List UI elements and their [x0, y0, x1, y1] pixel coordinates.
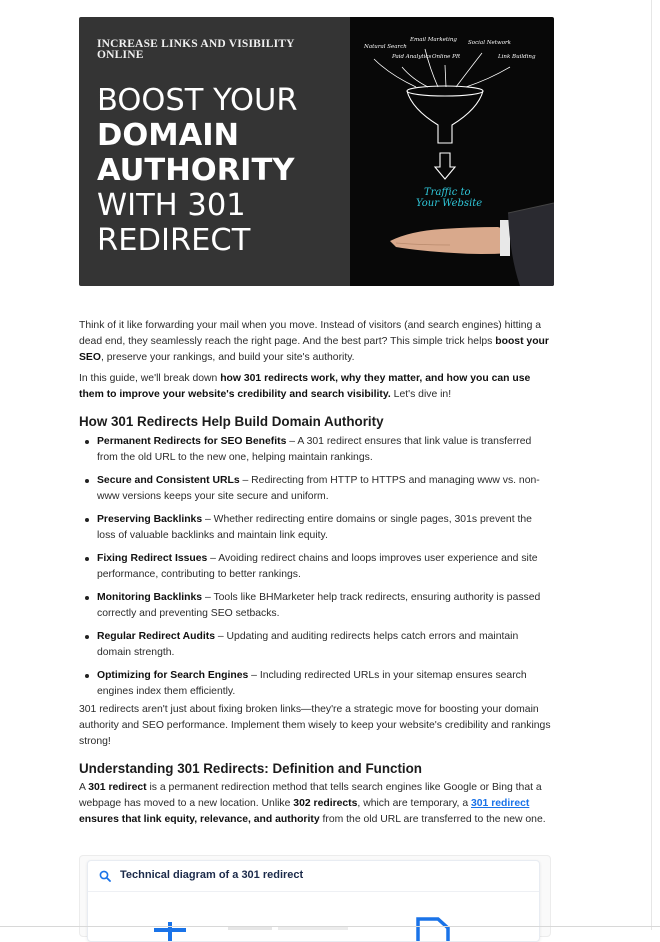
- funnel-illustration: [350, 17, 554, 286]
- text: In this guide, we'll break down: [79, 373, 221, 384]
- diagram-card-title: Technical diagram of a 301 redirect: [120, 869, 304, 881]
- hero-title-line: REDIRECT: [97, 223, 251, 258]
- funnel-shape: [407, 86, 483, 179]
- funnel-label: Email Marketing: [410, 37, 457, 43]
- document-icon: [418, 919, 448, 941]
- text: A: [79, 782, 89, 793]
- emphasis: how 301 redirects work, why they matter, and how you can use them to improve your website's credibility and search visibility.: [79, 373, 531, 400]
- emphasis: boost your SEO: [79, 336, 549, 363]
- list-item: [79, 512, 549, 551]
- diagram-preview: [88, 891, 539, 941]
- hero-title-line: AUTHORITY: [97, 153, 295, 188]
- list-item: [79, 434, 549, 473]
- section-heading: Understanding 301 Redirects: Definition and Function: [79, 761, 422, 776]
- list-item: [79, 551, 549, 590]
- funnel-label: Link Building: [498, 54, 536, 60]
- list-item: [79, 473, 549, 512]
- item-title: Monitoring Backlinks: [97, 592, 203, 603]
- text: Think of it like forwarding your mail when you move. Instead of visitors (and search engines) hitting a dead end, they seamlessly reach the right page. And the best part? This simple trick helps: [79, 320, 542, 347]
- item-title: Regular Redirect Audits: [97, 631, 215, 642]
- emphasis: ensures that link equity, relevance, and authority: [79, 814, 320, 825]
- hand-illustration: [390, 203, 554, 286]
- traffic-label: Traffic to: [424, 187, 471, 198]
- funnel-label: Paid Analytics: [392, 54, 432, 60]
- hero-kicker: INCREASE LINKS AND VISIBILITY ONLINE: [97, 38, 295, 61]
- text: Let's dive in!: [390, 389, 452, 400]
- item-title: Optimizing for Search Engines: [97, 670, 249, 681]
- definition-paragraph: [79, 780, 557, 828]
- item-title: Secure and Consistent URLs: [97, 475, 240, 486]
- emphasis: 301 redirect: [88, 782, 147, 793]
- item-text: – Tools like BHMarketer help track redirects, ensuring authority is passed correctly and preventing SEO setbacks.: [97, 592, 541, 619]
- item-text: – Redirecting from HTTP to HTTPS and managing www vs. non-www versions keeps your site secure and uniform.: [97, 475, 540, 502]
- funnel-label: Social Network: [468, 40, 511, 46]
- hero-title-line: BOOST YOUR: [97, 83, 298, 118]
- traffic-label: Your Website: [416, 198, 483, 209]
- emphasis: 302 redirects: [293, 798, 358, 809]
- hero-text-panel: [79, 17, 350, 286]
- hero-title-line: WITH 301: [97, 188, 246, 223]
- viewport-edge: [0, 926, 660, 927]
- item-text: – Including redirected URLs in your sitemap ensures search engines index them efficiently.: [97, 670, 527, 697]
- hero-banner-image: [79, 17, 554, 286]
- hero-title-line: DOMAIN: [97, 118, 240, 153]
- guide-paragraph: [79, 371, 557, 403]
- item-text: – Updating and auditing redirects helps catch errors and maintain domain strength.: [97, 631, 519, 658]
- text: , which are temporary, a: [357, 798, 471, 809]
- funnel-label: Natural Search: [364, 44, 407, 50]
- 301-redirect-link[interactable]: 301 redirect: [471, 798, 530, 809]
- item-title: Fixing Redirect Issues: [97, 553, 208, 564]
- search-icon: [99, 870, 111, 882]
- closing-paragraph: 301 redirects aren't just about fixing broken links—they're a strategic move for boosting your domain authority and SEO performance. Implement them wisely to keep your website's credibility and rankings strong!: [79, 704, 551, 747]
- text: from the old URL are transferred to the new one.: [319, 814, 546, 825]
- funnel-label: Online PR: [432, 54, 460, 60]
- list-item: [79, 590, 549, 629]
- benefits-list: [79, 434, 549, 707]
- item-text: – Whether redirecting entire domains or single pages, 301s prevent the loss of valuable backlinks and maintain link equity.: [97, 514, 532, 541]
- section-heading: How 301 Redirects Help Build Domain Authority: [79, 414, 384, 429]
- plus-icon: [154, 922, 186, 941]
- text: is a permanent redirection method that tells search engines like Google or Bing that a webpage has moved to a new location. Unlike: [79, 782, 542, 809]
- item-title: Preserving Backlinks: [97, 514, 203, 525]
- hero-funnel-panel: [350, 17, 554, 286]
- diagram-card-header: [88, 861, 539, 892]
- item-text: – A 301 redirect ensures that link value is transferred from the old URL to the new one, helping maintain rankings.: [97, 436, 532, 463]
- item-title: Permanent Redirects for SEO Benefits: [97, 436, 287, 447]
- intro-paragraph: [79, 318, 557, 366]
- page-edge-divider: [651, 0, 652, 930]
- text: , preserve your rankings, and build your site's authority.: [100, 352, 355, 363]
- item-text: – Avoiding redirect chains and loops improves user experience and site performance, contributing to better rankings.: [97, 553, 538, 580]
- list-item: [79, 629, 549, 668]
- hero-title: [97, 83, 347, 258]
